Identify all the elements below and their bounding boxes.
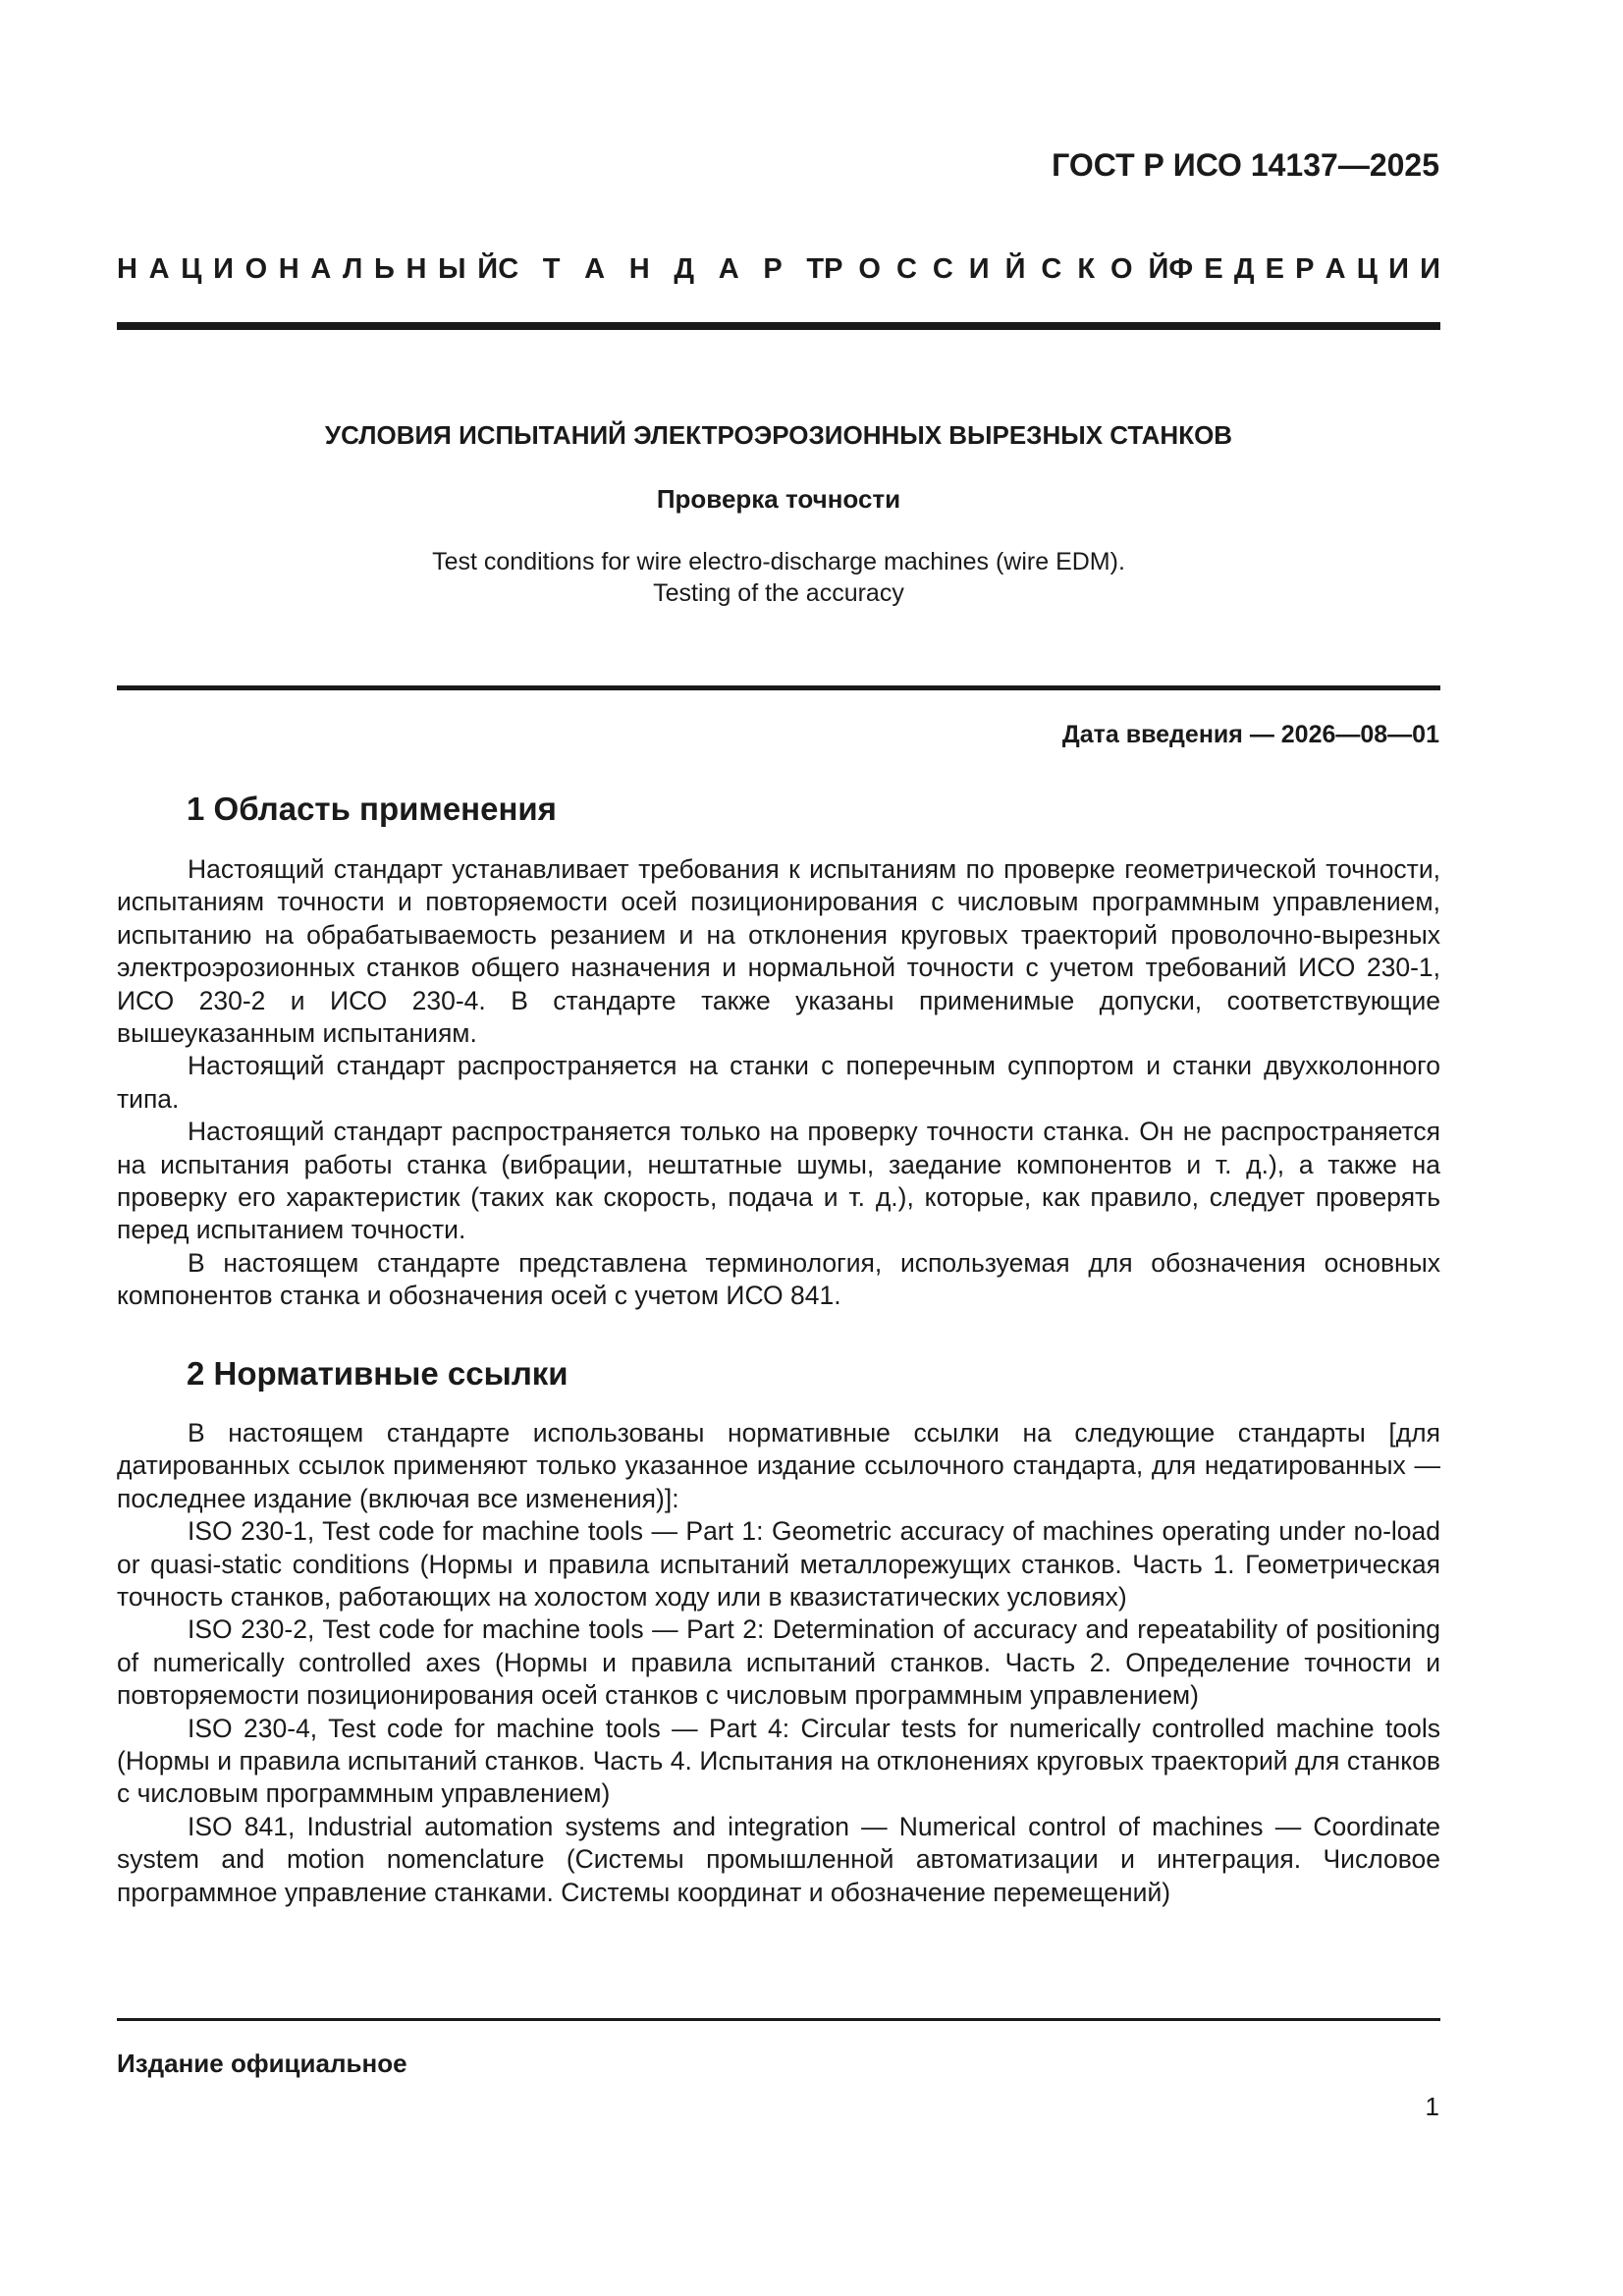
- banner-letter: С: [1041, 253, 1062, 285]
- banner-word-3: [824, 253, 1168, 286]
- section-1-paragraph: Настоящий стандарт распространяется только на проверку точности станка. Он не распространяется на испытания работы станка (вибрации, нештатные шумы, заедание компонентов и т. д.), а также на проверку его характеристик (таких как скорость, подача и т. д.), которые, как правило, следует проверять перед испытанием точности.: [117, 1117, 1440, 1245]
- banner-letter: Т: [806, 253, 825, 285]
- banner-letter: Й: [1004, 253, 1026, 285]
- banner-letter: О: [858, 253, 881, 285]
- banner-letter: Ы: [438, 253, 466, 285]
- section-1-body: [117, 853, 1440, 1313]
- banner-letter: Ц: [181, 253, 202, 285]
- banner-word-4: [1168, 253, 1440, 286]
- national-standard-banner: [117, 253, 1440, 286]
- banner-letter: О: [1110, 253, 1133, 285]
- banner-letter: А: [148, 253, 170, 285]
- banner-letter: Й: [477, 253, 499, 285]
- section-2-paragraph: В настоящем стандарте использованы нормативные ссылки на следующие стандарты [для датированных ссылок применяют только указанное издание ссылочного стандарта, для недатированных — последнее издание (включая все изменения)]:: [117, 1418, 1440, 1513]
- banner-letter: Е: [1204, 253, 1223, 285]
- section-1-paragraph: В настоящем стандарте представлена терминология, используемая для обозначения основных компонентов станка и обозначения осей с учетом ИСО 841.: [117, 1247, 1440, 1311]
- banner-letter: С: [895, 253, 917, 285]
- banner-letter: И: [968, 253, 990, 285]
- banner-letter: А: [1325, 253, 1346, 285]
- banner-letter: Т: [542, 253, 561, 285]
- banner-letter: С: [932, 253, 953, 285]
- banner-letter: И: [1388, 253, 1409, 285]
- banner-letter: Ф: [1168, 253, 1194, 285]
- english-title-line-2: Testing of the accuracy: [653, 579, 904, 607]
- edition-label: Издание официальное: [117, 2049, 407, 2078]
- banner-letter: Р: [1295, 253, 1315, 285]
- banner-letter: А: [718, 253, 739, 285]
- section-1-paragraph: Настоящий стандарт устанавливает требования к испытаниям по проверке геометрической точности, испытаниям точности и повторяемости осей позиционирования с числовым программным управлением, испытанию на обрабатываемость резанием и на отклонения круговых траекторий проволочно-вырезных электроэрозионных станков общего назначения и нормальной точности с учетом требований ИСО 230-1, ИСО 230-2 и ИСО 230-4. В стандарте также указаны применимые допуски, соответствующие вышеуказанным испытаниям.: [117, 854, 1440, 1049]
- reference-item: ISO 230-4, Test code for machine tools — Part 4: Circular tests for numerically controlled machine tools (Нормы и правила испытаний станков. Часть 4. Испытания на отклонениях круговых траекторий для станков с числовым программным управлением): [117, 1713, 1440, 1809]
- banner-letter: Л: [343, 253, 363, 285]
- banner-letter: И: [1420, 253, 1440, 285]
- banner-letter: Р: [824, 253, 843, 285]
- banner-letter: Д: [674, 253, 695, 285]
- banner-letter: К: [1077, 253, 1096, 285]
- reference-item: ISO 230-2, Test code for machine tools — Part 2: Determination of accuracy and repeatability of positioning of numerically controlled axes (Нормы и правила испытаний станков. Часть 2. Определение точности и повторяемости позиционирования осей станков с числовым программным управлением): [117, 1614, 1440, 1711]
- banner-letter: А: [584, 253, 606, 285]
- banner-word-1: [117, 253, 498, 286]
- section-1-heading: 1 Область применения: [187, 791, 557, 827]
- header-divider: [117, 322, 1440, 330]
- banner-word-2: [498, 253, 824, 286]
- banner-letter: И: [213, 253, 234, 285]
- english-title: [117, 546, 1440, 609]
- banner-letter: О: [244, 253, 268, 285]
- banner-letter: Н: [406, 253, 427, 285]
- section-2-body: [117, 1417, 1440, 1909]
- reference-item: ISO 841, Industrial automation systems and integration — Numerical control of machines — Coordinate system and motion nomenclature (Системы промышленной автоматизации и интеграция. Числовое программное управление станками. Системы координат и обозначение перемещений): [117, 1811, 1440, 1907]
- banner-letter: А: [310, 253, 332, 285]
- banner-letter: Д: [1233, 253, 1255, 285]
- banner-letter: Й: [1148, 253, 1169, 285]
- standard-id: ГОСТ Р ИСО 14137—2025: [1052, 147, 1439, 183]
- document-subtitle: Проверка точности: [656, 484, 901, 514]
- banner-letter: Р: [763, 253, 783, 285]
- reference-item: ISO 230-1, Test code for machine tools — Part 1: Geometric accuracy of machines operating under no-load or quasi-static conditions (Нормы и правила испытаний металлорежущих станков. Часть 1. Геометрическая точность станков, работающих на холостом ходу или в квазистатических условиях): [117, 1516, 1440, 1613]
- title-divider: [117, 685, 1440, 690]
- section-2-heading: 2 Нормативные ссылки: [187, 1355, 568, 1392]
- footer-divider: [117, 2018, 1440, 2021]
- banner-letter: Н: [628, 253, 650, 285]
- banner-letter: Н: [117, 253, 137, 285]
- section-1-paragraph: Настоящий стандарт распространяется на станки с поперечным суппортом и станки двухколонного типа.: [117, 1051, 1440, 1114]
- banner-letter: Е: [1265, 253, 1284, 285]
- banner-letter: Н: [278, 253, 299, 285]
- document-title: УСЛОВИЯ ИСПЫТАНИЙ ЭЛЕКТРОЭРОЗИОННЫХ ВЫРЕЗНЫХ СТАНКОВ: [324, 420, 1233, 450]
- english-title-line-1: Test conditions for wire electro-discharge machines (wire EDM).: [432, 548, 1125, 575]
- banner-letter: С: [498, 253, 519, 285]
- banner-letter: Ц: [1356, 253, 1378, 285]
- banner-letter: Ь: [374, 253, 395, 285]
- introduction-date: Дата введения — 2026—08—01: [1061, 721, 1439, 748]
- page-number: 1: [1425, 2092, 1439, 2121]
